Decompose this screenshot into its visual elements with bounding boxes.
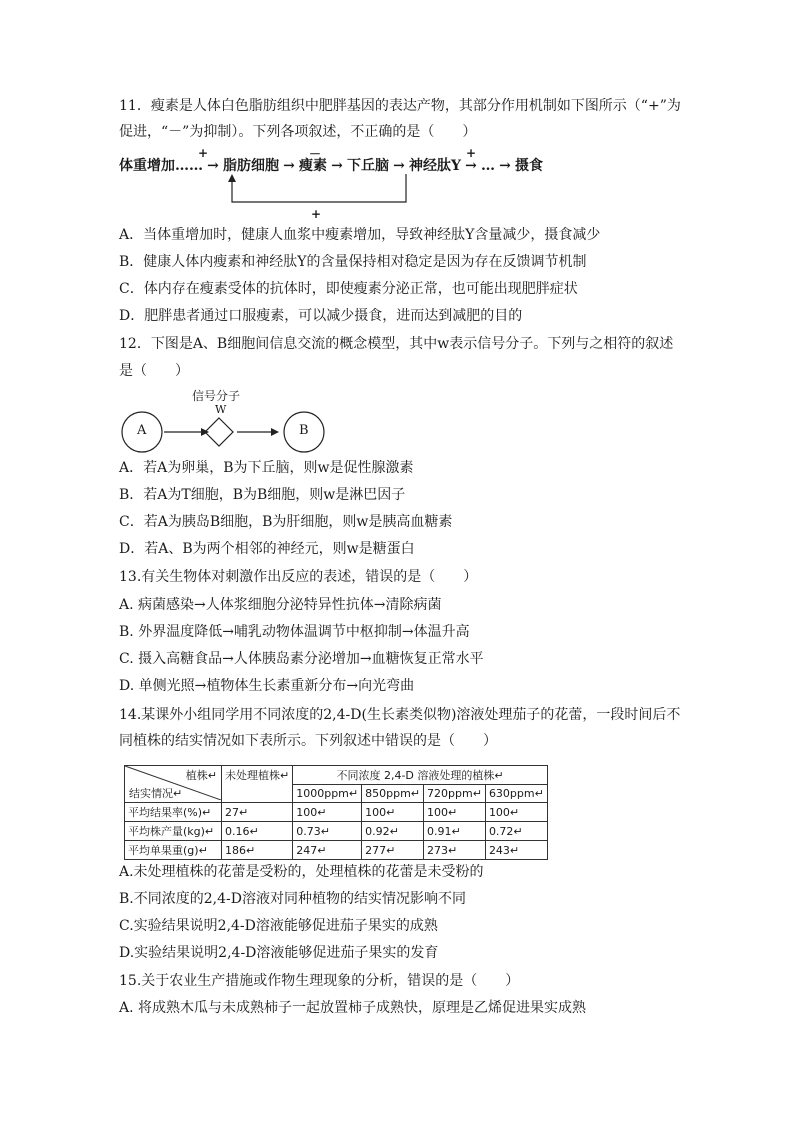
table-corner-cell bbox=[125, 766, 222, 803]
plus-sign: + bbox=[311, 207, 322, 221]
arrow-icon: → bbox=[283, 158, 295, 174]
cell-value: 100↵ bbox=[293, 803, 362, 822]
arrow-icon: → bbox=[499, 158, 511, 174]
cell-value: 247↵ bbox=[293, 841, 362, 860]
q11-stem-line2: 促进，“－”为抑制）。下列各项叙述，不正确的是（ ） bbox=[119, 124, 477, 140]
q12-option-b: B．若A为T细胞，B为B细胞，则w是淋巴因子 bbox=[119, 487, 406, 503]
cell-value: 0.73↵ bbox=[293, 822, 362, 841]
cell-b-label: B bbox=[299, 423, 309, 438]
q15-stem: 15.关于农业生产措施或作物生理现象的分析，错误的是（ ） bbox=[119, 973, 520, 989]
q13-option-b: B. 外界温度降低→哺乳动物体温调节中枢抑制→体温升高 bbox=[119, 624, 470, 640]
q11-chain bbox=[119, 155, 543, 175]
cell-value: 0.92↵ bbox=[362, 822, 424, 841]
results-table bbox=[124, 765, 548, 860]
cell-value: 0.72↵ bbox=[485, 822, 547, 841]
node-fat-cell: 脂肪细胞 bbox=[223, 158, 279, 174]
table-row bbox=[125, 822, 548, 841]
q11-option-c: C．体内存在瘦素受体的抗体时，即使瘦素分泌正常，也可能出现肥胖症状 bbox=[119, 281, 578, 297]
cell-a-label: A bbox=[137, 423, 147, 438]
q11-option-b: B．健康人体内瘦素和神经肽Y的含量保持相对稳定是因为存在反馈调节机制 bbox=[119, 254, 587, 270]
q12-stem-line2: 是（ ） bbox=[119, 363, 189, 379]
q13-option-a: A. 病菌感染→人体浆细胞分泌特异性抗体→清除病菌 bbox=[119, 597, 442, 613]
node-hypothalamus: 下丘脑 bbox=[347, 158, 389, 174]
minus-sign: － bbox=[309, 147, 322, 161]
cell-untreated: 0.16↵ bbox=[222, 822, 293, 841]
q12-option-c: C．若A为胰岛B细胞，B为肝细胞，则w是胰高血糖素 bbox=[119, 514, 453, 530]
col-concentration: 850ppm↵ bbox=[362, 785, 424, 803]
q12-stem-line1: 12．下图是A、B细胞间信息交流的概念模型，其中w表示信号分子。下列与之相符的叙述 bbox=[119, 336, 674, 352]
q15-option-a: A. 将成熟木瓜与未成熟柿子一起放置柿子成熟快，原理是乙烯促进果实成熟 bbox=[119, 1000, 587, 1016]
feedback-loop-line bbox=[228, 174, 418, 208]
q13-option-c: C. 摄入高糖食品→人体胰岛素分泌增加→血糖恢复正常水平 bbox=[119, 651, 484, 667]
q11-option-d: D．肥胖患者通过口服瘦素，可以减少摄食，进而达到减肥的目的 bbox=[119, 308, 523, 324]
cell-untreated: 186↵ bbox=[222, 841, 293, 860]
q13-stem: 13.有关生物体对刺激作出反应的表述，错误的是（ ） bbox=[119, 569, 478, 585]
q12-option-d: D．若A、B为两个相邻的神经元，则w是糖蛋白 bbox=[119, 541, 415, 557]
table-row bbox=[125, 803, 548, 822]
cell-value: 243↵ bbox=[485, 841, 547, 860]
row-label: 平均结果率(%)↵ bbox=[125, 803, 222, 822]
q13-option-d: D. 单侧光照→植物体生长素重新分布→向光弯曲 bbox=[119, 678, 415, 694]
row-label: 平均株产量(kg)↵ bbox=[125, 822, 222, 841]
row-label: 平均单果重(g)↵ bbox=[125, 841, 222, 860]
dots2: … bbox=[481, 158, 495, 174]
q14-stem-line1: 14.某课外小组同学用不同浓度的2,4-D(生长素类似物)溶液处理茄子的花蕾，一段时间后不 bbox=[119, 707, 681, 723]
col-concentration: 720ppm↵ bbox=[424, 785, 486, 803]
q14-option-c: C.实验结果说明2,4-D溶液能够促进茄子果实的成熟 bbox=[119, 918, 438, 934]
q14-option-d: D.实验结果说明2,4-D溶液能够促进茄子果实的发育 bbox=[119, 945, 439, 961]
q14-stem-line2: 同植株的结实情况如下表所示。下列叙述中错误的是（ ） bbox=[119, 733, 497, 749]
cell-value: 100↵ bbox=[485, 803, 547, 822]
w-label: W bbox=[215, 403, 227, 416]
q11-option-a: A．当体重增加时，健康人血浆中瘦素增加，导致神经肽Y含量减少，摄食减少 bbox=[119, 227, 601, 243]
arrow-icon: → bbox=[465, 158, 477, 174]
node-eating: 摄食 bbox=[515, 158, 543, 174]
corner-top-label: 植株↵ bbox=[185, 769, 217, 782]
col-concentration: 1000ppm↵ bbox=[293, 785, 362, 803]
col-untreated: 未处理植株↵ bbox=[222, 766, 293, 803]
dots: …… bbox=[175, 158, 203, 174]
node-weight-gain: 体重增加 bbox=[119, 158, 175, 174]
plus-sign: + bbox=[466, 146, 477, 160]
q11-stem-line1: 11．瘦素是人体白色脂肪组织中肥胖基因的表达产物，其部分作用机制如下图所示（“+”为 bbox=[119, 98, 681, 114]
node-leptin: 瘦素 bbox=[299, 158, 327, 174]
cell-value: 0.91↵ bbox=[424, 822, 486, 841]
signal-label: 信号分子 bbox=[192, 389, 241, 403]
cell-value: 277↵ bbox=[362, 841, 424, 860]
arrow-icon: → bbox=[207, 158, 219, 174]
cell-value: 100↵ bbox=[362, 803, 424, 822]
arrow-icon: → bbox=[331, 158, 343, 174]
corner-bottom-label: 结实情况↵ bbox=[129, 787, 183, 800]
q12-option-a: A．若A为卵巢，B为下丘脑，则w是促性腺激素 bbox=[119, 460, 414, 476]
col-concentration: 630ppm↵ bbox=[485, 785, 547, 803]
col-group: 不同浓度 2,4-D 溶液处理的植株↵ bbox=[293, 766, 548, 785]
cell-value: 100↵ bbox=[424, 803, 486, 822]
table-row bbox=[125, 841, 548, 860]
q14-option-a: A.未处理植株的花蕾是受粉的，处理植株的花蕾是未受粉的 bbox=[119, 864, 484, 880]
cell-value: 273↵ bbox=[424, 841, 486, 860]
plus-sign: + bbox=[198, 146, 209, 160]
q14-option-b: B.不同浓度的2,4-D溶液对同种植物的结实情况影响不同 bbox=[119, 891, 466, 907]
cell-untreated: 27↵ bbox=[222, 803, 293, 822]
node-neuropeptide-y: 神经肽Y bbox=[409, 158, 461, 174]
arrow-icon: → bbox=[393, 158, 405, 174]
